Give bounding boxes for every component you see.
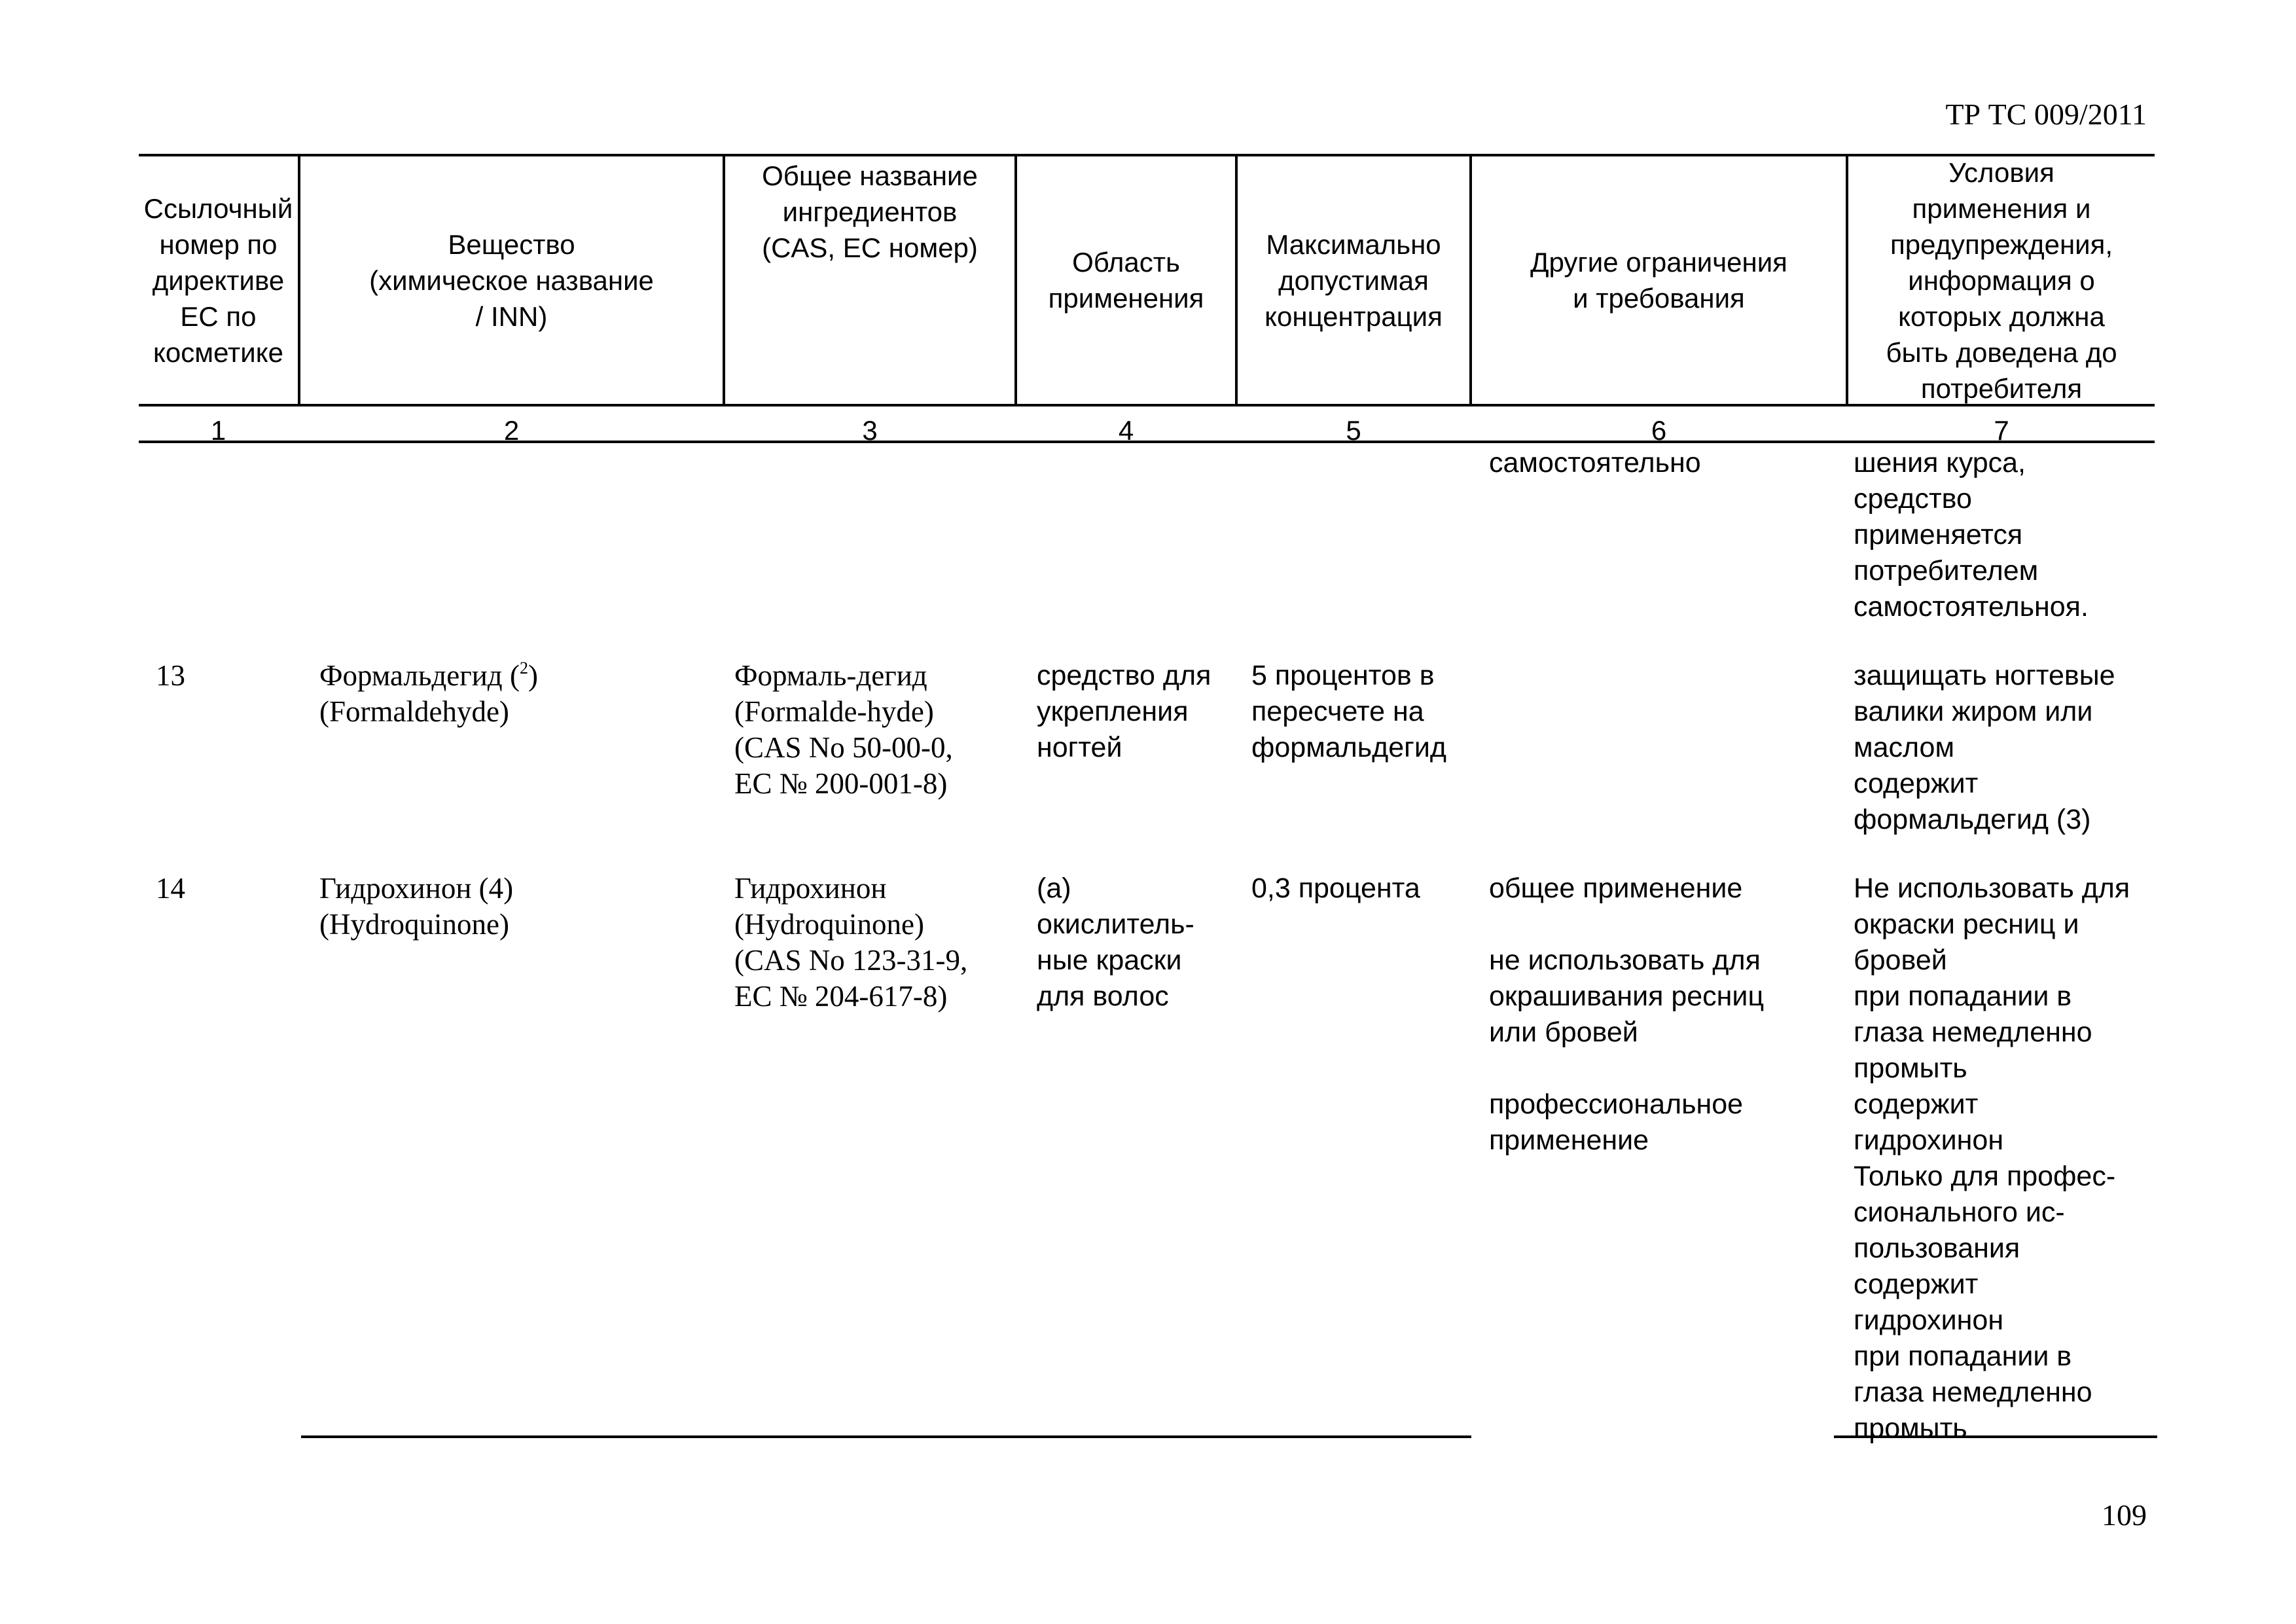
header-ref-number: Ссылочный номер по директиве ЕС по косметике: [143, 192, 293, 368]
row-substance: Гидрохинон (4) (Hydroquinone): [319, 872, 514, 941]
continuation-conditions: шения курса, средство применяется потребителем самостоятельноя.: [1854, 447, 2089, 623]
footnote-ref: 2: [519, 659, 528, 677]
substance-name: Формальдегид (: [319, 659, 520, 692]
column-number-6: 6: [1651, 415, 1667, 446]
row-conditions: защищать ногтевые валики жиром или маслом содержит формальдегид (3): [1854, 660, 2115, 835]
header-common-name: Общее название ингредиентов (CAS, ЕС номер): [762, 160, 978, 263]
header-conditions-warnings: Условия применения и предупреждения, информация о которых должна быть доведена до потребителя: [1886, 156, 2117, 404]
continuation-other: самостоятельно: [1489, 447, 1701, 478]
header-substance: Вещество (химическое название / INN): [369, 228, 654, 332]
document-code: ТР ТС 009/2011: [1945, 98, 2147, 131]
column-number-2: 2: [503, 415, 520, 446]
column-number-4: 4: [1118, 415, 1134, 446]
column-number-1: 1: [210, 415, 226, 446]
row-max-concentration: 5 процентов в пересчете на формальдегид: [1251, 660, 1446, 763]
table-bottom-rule-left: [301, 1435, 1471, 1438]
header-scope: Область применения: [1048, 247, 1204, 314]
other-no-lashes: не использовать для окрашивания ресниц или бровей: [1489, 945, 1765, 1048]
row-max-concentration: 0,3 процента: [1251, 873, 1420, 904]
row-ref-number: 13: [156, 659, 185, 692]
column-number-3: 3: [862, 415, 878, 446]
row-scope: (a) окислитель- ные краски для волос: [1037, 873, 1194, 1012]
row-substance: [319, 658, 712, 730]
column-number-7: 7: [1994, 415, 2009, 446]
header-other-restrictions: Другие ограничения и требования: [1530, 247, 1787, 314]
other-professional-use: профессиональное применение: [1489, 1089, 1744, 1156]
header-max-concentration: Максимально допустимая концентрация: [1265, 228, 1443, 332]
header-bottom-rule: [139, 404, 2155, 406]
row-common-name: Формаль-дегид (Formalde-hyde) (CAS No 50-00-0, ЕС № 200-001-8): [734, 659, 953, 800]
row-common-name: Гидрохинон (Hydroquinone) (CAS No 123-31-9, ЕС № 204-617-8): [734, 872, 968, 1013]
row-ref-number: 14: [156, 872, 185, 905]
substance-name-tail: ) (Formaldehyde): [319, 659, 538, 728]
row-other-restrictions: [1489, 871, 1836, 1159]
other-general-use: общее применение: [1489, 873, 1743, 904]
row-conditions: Не использовать для окраски ресниц и бровей при попадании в глаза немедленно промыть содержит гидрохинон Только для профес- сионального ис- пользования содержит гидрохинон при попадании в глаза немедленно промыть: [1854, 873, 2130, 1444]
page-number: 109: [2102, 1498, 2147, 1532]
column-number-5: 5: [1346, 415, 1361, 446]
row-scope: средство для укрепления ногтей: [1037, 660, 1211, 763]
